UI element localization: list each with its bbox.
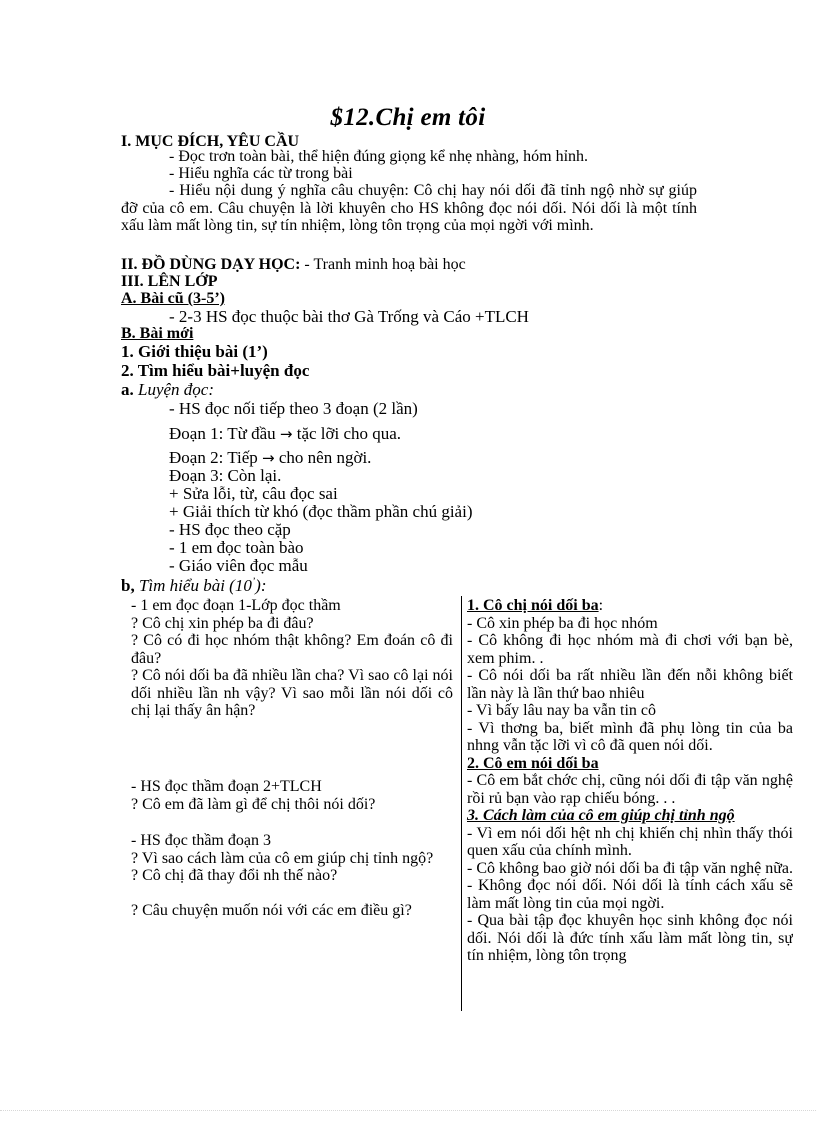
luyen-doc-item: Đoạn 3: Còn lại. xyxy=(169,466,282,485)
answer-1-heading-line xyxy=(467,597,793,615)
answer-row: - Vì thơng ba, biết mình đã phụ lòng tin của ba nhng vẫn tặc lỡi vì cô đã quen nói dối. xyxy=(467,719,793,754)
luyen-doc-item: - HS đọc nối tiếp theo 3 đoạn (2 lần) xyxy=(169,399,418,418)
left-row: - 1 em đọc đoạn 1-Lớp đọc thầm xyxy=(131,597,341,614)
tim-hieu-label: Tìm hiểu bài (10 xyxy=(138,576,252,595)
tim-hieu-heading xyxy=(121,577,267,595)
section-2-text: - Tranh minh hoạ bài học xyxy=(300,256,466,273)
page-bottom-divider xyxy=(0,1110,816,1111)
answer-row: - Vì bấy lâu nay ba vẫn tin cô xyxy=(467,702,656,719)
table-left-column-2 xyxy=(131,778,453,813)
section-3-heading: III. LÊN LỚP xyxy=(121,273,218,290)
luyen-doc-item: - HS đọc theo cặp xyxy=(169,520,291,539)
answer-row: - Vì em nói dối hệt nh chị khiến chị nhìn thấy thói quen xấu của chính mình. xyxy=(467,824,793,859)
answer-row: - Cô xin phép ba đi học nhóm xyxy=(467,614,658,632)
answer-3-heading: 3. Cách làm của cô em giúp chị tỉnh ngộ xyxy=(467,807,735,824)
luyen-doc-label: Luyện đọc: xyxy=(138,380,215,399)
left-row: ? Cô chị đã thay đổi nh thế nào? xyxy=(131,867,338,884)
doan-2-line xyxy=(169,449,371,467)
section-2-heading: II. ĐỒ DÙNG DẠY HỌC: xyxy=(121,256,301,273)
part-b-heading: B. Bài mới xyxy=(121,325,194,342)
section-2-line xyxy=(121,256,466,274)
answer-row: - Cô không đi học nhóm mà đi chơi với bạn bè, xem phim. . xyxy=(467,632,793,667)
answer-2-heading: 2. Cô em nói dối ba xyxy=(467,754,599,772)
answer-row: - Không đọc nói dối. Nói dối là tính cách xấu sẽ làm mất lòng tin của mọi ngời. xyxy=(467,877,793,912)
left-row: - HS đọc thầm đoạn 2+TLCH xyxy=(131,778,322,795)
answer-1-heading: 1. Cô chị nói dối ba xyxy=(467,597,599,614)
answer-row: - Qua bài tập đọc khuyên học sinh không đọc nói dối. Nói dối là đức tính xấu làm mất lòng tin, sự tín nhiệm, lòng tôn trọng xyxy=(467,912,793,964)
right-arrow-icon: → xyxy=(262,449,275,467)
objective-2: - Hiểu nghĩa các từ trong bài xyxy=(169,165,353,182)
section-1-heading: I. MỤC ĐÍCH, YÊU CẦU xyxy=(121,133,300,150)
left-row: - HS đọc thầm đoạn 3 xyxy=(131,832,271,849)
table-left-column-3 xyxy=(131,832,453,919)
luyen-doc-prefix: a. xyxy=(121,380,134,399)
left-row: ? Câu chuyện muốn nói với các em điều gì? xyxy=(131,901,412,919)
left-row: ? Cô em đã làm gì để chị thôi nói dối? xyxy=(131,795,376,813)
doan-1-tail: tặc lỡi cho qua. xyxy=(292,424,402,443)
luyen-doc-item: + Sửa lỗi, từ, câu đọc sai xyxy=(169,484,338,503)
objective-3-paragraph: - Hiểu nội dung ý nghĩa câu chuyện: Cô chị hay nói dối đã tỉnh ngộ nhờ sự giúp đỡ của cô em. Câu chuyện là lời khuyên cho HS không đọc nói dối. Nói dối là một tính xấu làm mất lòng tin, sự tín nhiệm, lòng tôn trọng của mọi ngời với mình. xyxy=(121,182,697,234)
doan-2-tail: cho nên ngời. xyxy=(274,448,372,467)
answer-1-colon: : xyxy=(598,597,604,614)
left-row: ? Cô nói dối ba đã nhiều lần cha? Vì sao cô lại nói dối nhiều lần nh vậy? Vì sao mỗi lần nói dối cô chị lại thấy ân hận? xyxy=(131,667,453,719)
part-a-heading: A. Bài cũ (3-5’) xyxy=(121,290,225,307)
part-a-item: - 2-3 HS đọc thuộc bài thơ Gà Trống và Cáo +TLCH xyxy=(169,307,529,326)
part-b1-heading: 1. Giới thiệu bài (1’) xyxy=(121,342,268,361)
luyen-doc-item: + Giải thích từ khó (đọc thầm phần chú giải) xyxy=(169,502,473,521)
table-column-divider xyxy=(461,596,462,1011)
doan-1-line xyxy=(169,425,401,443)
doan-2-label: Đoạn 2: Tiếp xyxy=(169,448,263,467)
answer-row: - Cô không bao giờ nói dối ba đi tập văn nghệ nữa. xyxy=(467,859,793,877)
lesson-title: $12.Chị em tôi xyxy=(330,104,486,131)
left-row: ? Cô có đi học nhóm thật không? Em đoán cô đi đâu? xyxy=(131,632,453,667)
right-arrow-icon: → xyxy=(279,425,293,443)
tim-hieu-prefix: b, xyxy=(121,576,135,595)
doan-1-label: Đoạn 1: Từ đầu xyxy=(169,424,280,443)
answer-row: - Cô nói dối ba rất nhiều lần đến nỗi không biết lần này là lần thứ bao nhiêu xyxy=(467,667,793,702)
left-row: ? Vì sao cách làm của cô em giúp chị tỉnh ngộ? xyxy=(131,849,434,867)
tim-hieu-sup: ’ xyxy=(251,576,256,588)
luyen-doc-item: - 1 em đọc toàn bào xyxy=(169,538,304,557)
answer-row: - Cô em bắt chớc chị, cũng nói dối đi tập văn nghệ rồi rủ bạn vào rạp chiếu bóng. . . xyxy=(467,772,793,807)
left-row: ? Cô chị xin phép ba đi đâu? xyxy=(131,614,314,632)
table-right-column xyxy=(467,597,793,964)
luyen-doc-heading xyxy=(121,381,214,399)
tim-hieu-tail: ): xyxy=(255,576,267,595)
luyen-doc-item: - Giáo viên đọc mẫu xyxy=(169,556,308,575)
table-left-column xyxy=(131,597,453,720)
objective-1: - Đọc trơn toàn bài, thể hiện đúng giọng kể nhẹ nhàng, hóm hỉnh. xyxy=(169,148,589,165)
part-b2-heading: 2. Tìm hiểu bài+luyện đọc xyxy=(121,361,310,380)
